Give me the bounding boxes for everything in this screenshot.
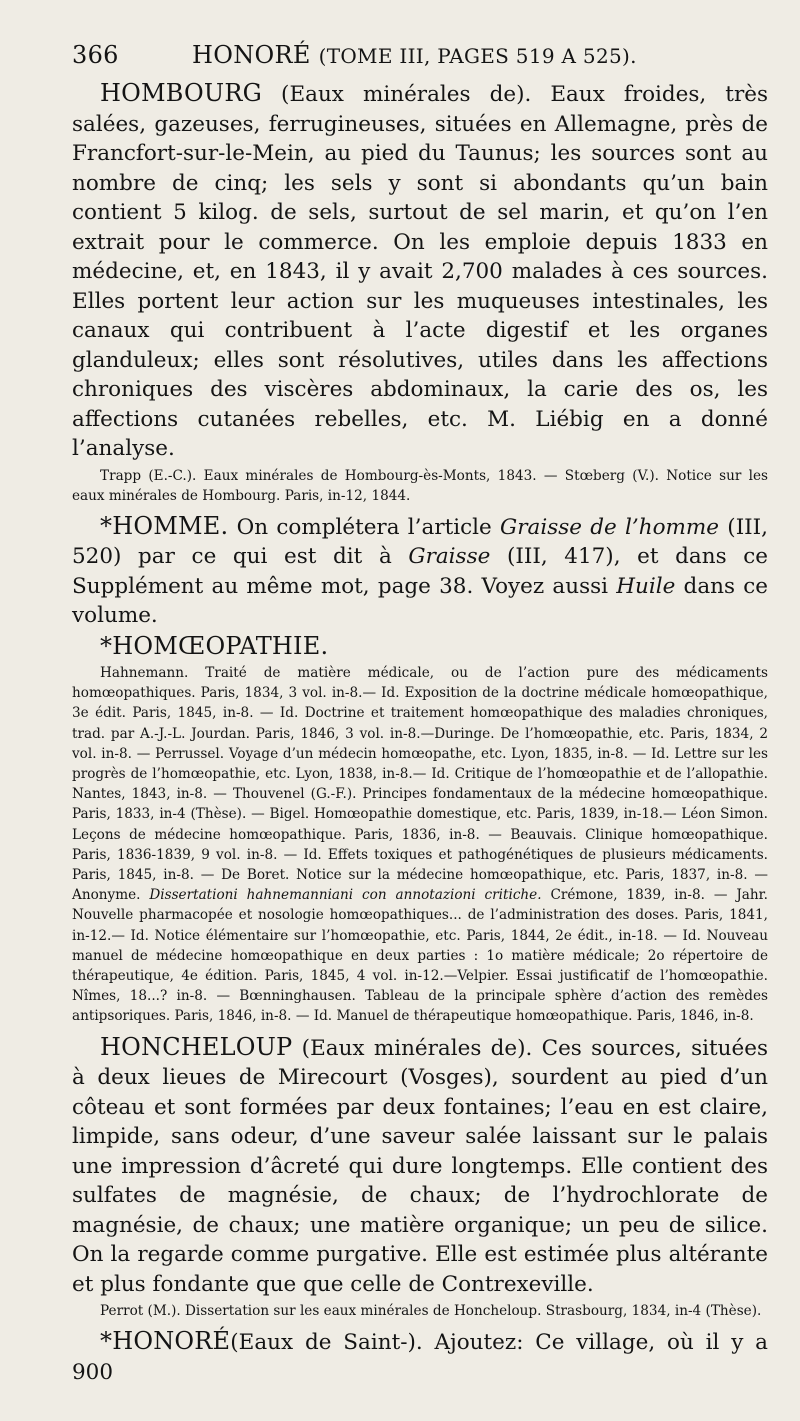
entry-text-homme-b: (III, 520) par ce qui est dit à: [72, 514, 769, 570]
biblio-homoeopathie: [72, 663, 768, 1027]
entry-text-honcheloup: (Eaux minérales de). Ces sources, situées à deux lieues de Mirecourt (Vosges), sourdent au pied d’un côteau et sont formées par deux fontaines; l’eau en est claire, limpide, sans odeur, d’une saveur salée laissant sur le palais une impression d’âcreté qui dure longtemps. Elle contient des sulfates de magnésie, de chaux; de l’hydrochlorate de magnésie, de chaux; une matière organique; un peu de silice. On la regarde comme purgative. Elle est estimée plus altérante et plus fondante que que celle de Contrexeville.: [72, 1035, 768, 1297]
entry-text-homme-d: dans ce volume.: [72, 573, 768, 629]
entry-head-honcheloup: HONCHELOUP: [100, 1032, 293, 1061]
running-title-paren: (TOME III, PAGES 519 A 525).: [318, 44, 637, 68]
page-number: 366: [72, 41, 119, 69]
entry-text-homme-a: On complétera l’article: [228, 514, 501, 540]
entry-hombourg: [72, 79, 768, 464]
biblio-honcheloup: Perrot (M.). Dissertation sur les eaux minérales de Honcheloup. Strasbourg, 1834, in-4 (Thèse).: [100, 1303, 762, 1320]
running-title: [192, 40, 768, 71]
entry-head-hombourg: HOMBOURG: [100, 79, 263, 107]
entry-head-homoeopathie: *HOMŒOPATHIE.: [100, 631, 329, 660]
entry-honore: [72, 1327, 768, 1387]
entry-head-homme: *HOMME.: [100, 511, 229, 540]
biblio-hombourg: Trapp (E.-C.). Eaux minérales de Hombourg-ès-Monts, 1843. — Stœberg (V.). Notice sur les eaux minérales de Hombourg. Paris, in-12, 1844.: [72, 467, 768, 504]
entry-text-honore: (Eaux de Saint-). Ajoutez: Ce village, où il y a 900: [72, 1330, 768, 1385]
entry-ital-homme-c: Huile: [616, 573, 676, 599]
running-title-main: HONORÉ: [192, 41, 311, 69]
entry-text-homme-c: (III, 417), et dans ce Supplément au même mot, page 38. Voyez aussi: [72, 544, 768, 599]
biblio-homoeopathie-ital: Dissertationi hahnemanniani con annotazioni critiche.: [149, 887, 542, 904]
entry-homme: [72, 512, 768, 631]
entry-text-hombourg: (Eaux minérales de). Eaux froides, très salées, gazeuses, ferrugineuses, situées en Allemagne, près de Francfort-sur-le-Mein, au pied du Taunus; les sources sont au nombre de cinq; les sels y sont si abondants qu’un bain contient 5 kilog. de sels, surtout de sel marin, et qu’on l’en extrait pour le commerce. On les emploie depuis 1833 en médecine, et, en 1843, il y avait 2,700 malades à ces sources. Elles portent leur action sur les muqueuses intestinales, les canaux qui contribuent à l’acte digestif et les organes glanduleux; elles sont résolutives, utiles dans les affections chroniques des viscères abdominaux, la carie des os, les affections cutanées rebelles, etc. M. Liébig en a donné l’analyse.: [72, 82, 768, 461]
biblio-homoeopathie-a: Hahnemann. Traité de matière médicale, ou de l’action pure des médicaments homœopathiques. Paris, 1834, 3 vol. in-8.— Id. Exposition de la doctrine médicale homœopathique, 3e édit. Paris, 1845, in-8. — Id. Doctrine et traitement homœopathique des maladies chroniques, trad. par A.-J.-L. Jourdan. Paris, 1846, 3 vol. in-8.—Duringe. De l’homœopathie, etc. Paris, 1834, 2 vol. in-8. — Perrussel. Voyage d’un médecin homœopathe, etc. Lyon, 1835, in-8. — Id. Lettre sur les progrès de l’homœopathie, etc. Lyon, 1838, in-8.— Id. Critique de l’homœopathie et de l’allopathie. Nantes, 1843, in-8. — Thouvenel (G.-F.). Principes fondamentaux de la médecine homœopathique. Paris, 1833, in-4 (Thèse). — Bigel. Homœopathie domestique, etc. Paris, 1839, in-18.— Léon Simon. Leçons de médecine homœopathique. Paris, 1836, in-8. — Beauvais. Clinique homœopathique. Paris, 1836-1839, 9 vol. in-8. — Id. Effets toxiques et pathogénétiques de plusieurs médicaments. Paris, 1845, in-8. — De Boret. Notice sur la médecine homœopathique, etc. Paris, 1837, in-8. — Anonyme.: [72, 664, 768, 904]
running-head: [72, 40, 768, 71]
entry-ital-homme-a: Graisse de l’homme: [500, 514, 720, 540]
biblio-homoeopathie-b: Crémone, 1839, in-8. — Jahr. Nouvelle pharmacopée et nosologie homœopathiques... de l’administration des doses. Paris, 1841, in-12.— Id. Notice élémentaire sur l’homœopathie, etc. Paris, 1844, 2e édit., in-18. — Id. Nouveau manuel de médecine homœopathique en deux parties : 1o matière médicale; 2o répertoire de thérapeutique, 4e édition. Paris, 1845, 4 vol. in-12.—Velpier. Essai justificatif de l’homœopathie. Nîmes, 18...? in-8. — Bœnninghausen. Tableau de la principale sphère d’action des remèdes antipsoriques. Paris, 1846, in-8. — Id. Manuel de thérapeutique homœopathique. Paris, 1846, in-8.: [72, 887, 768, 1025]
entry-ital-homme-b: Graisse: [408, 544, 491, 570]
entry-honcheloup: [72, 1033, 768, 1300]
entry-head-honore: *HONORÉ: [100, 1327, 231, 1356]
